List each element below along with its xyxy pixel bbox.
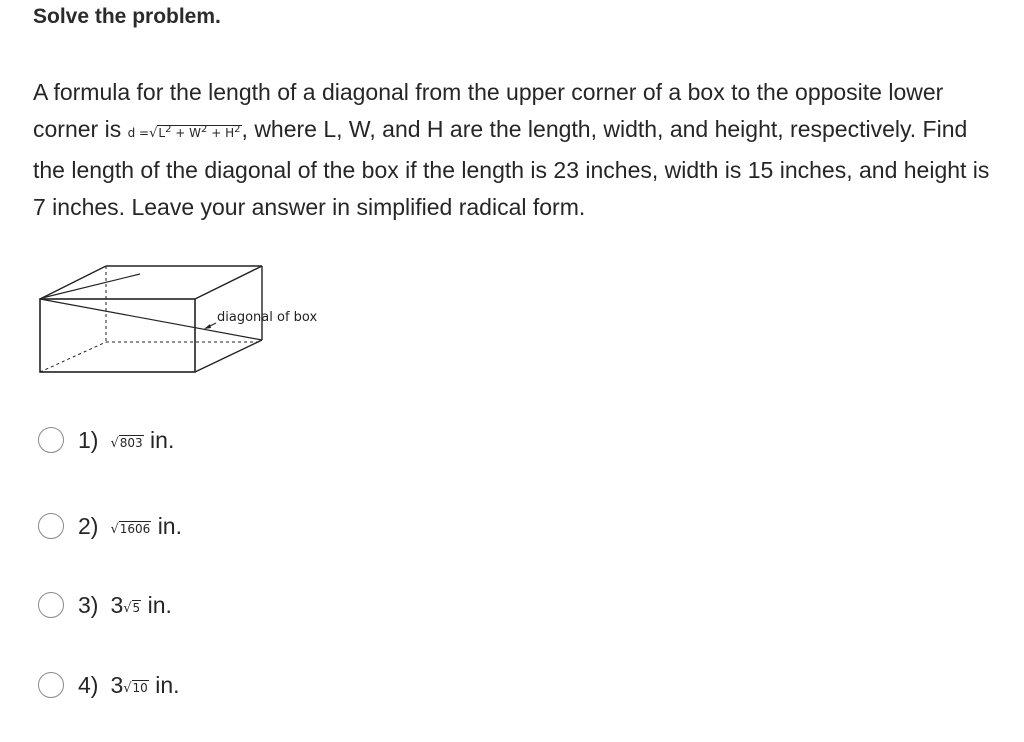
choice-4-radio[interactable]	[38, 672, 64, 698]
formula-H: H	[225, 126, 235, 140]
choice-4-radicand: 10	[132, 680, 148, 695]
box-edge-top-left	[40, 266, 106, 299]
choice-2-unit: in.	[157, 512, 182, 539]
formula-lhs: d =	[127, 126, 150, 140]
problem-text-part-1: A formula for the length of a diagonal from the upper corner of a box to the opposite lower corner is	[33, 79, 944, 142]
choice-3-coef: 3	[110, 591, 124, 618]
formula-W: W	[189, 126, 202, 140]
choice-1-radicand: 803	[119, 435, 143, 450]
choice-4-value	[110, 672, 179, 699]
formula-radical	[149, 111, 241, 152]
choice-1-value	[110, 427, 174, 454]
choice-1-unit: in.	[150, 426, 175, 453]
choice-1-radical	[110, 436, 143, 451]
formula-exp-1: 2	[165, 124, 172, 135]
problem-text	[33, 74, 1003, 226]
choice-3-value	[110, 592, 171, 619]
choice-1-number: 1)	[78, 426, 99, 453]
choice-2-number: 2)	[78, 512, 99, 539]
box-edge-hidden-depth	[40, 342, 106, 372]
formula-L: L	[158, 126, 166, 140]
choice-2[interactable]	[38, 508, 182, 544]
choice-3[interactable]	[38, 587, 172, 623]
choice-4-coef: 3	[110, 671, 124, 698]
choice-3-unit: in.	[147, 591, 172, 618]
choice-2-radicand: 1606	[119, 521, 151, 536]
box-edge-bottom-right	[195, 340, 262, 372]
formula-exp-3: 2	[234, 124, 241, 135]
choice-4-number: 4)	[78, 671, 99, 698]
choice-1-radio[interactable]	[38, 427, 64, 453]
diagonal-formula	[128, 126, 242, 140]
radical-sign-icon: √	[149, 126, 158, 141]
problem-text-part-2: , where L, W, and H are the length, width, and height, respectively. Find the length of the diagonal of the box if the length is 23 inches, width is 15 inches, and height is 7 inches. Leave your answer in simplified radical form.	[33, 116, 990, 220]
choice-3-radicand: 5	[132, 600, 141, 615]
choice-3-radical	[123, 601, 141, 616]
problem-heading: Solve the problem.	[33, 5, 221, 28]
choice-3-number: 3)	[78, 591, 99, 618]
radical-sign-icon: √	[110, 435, 119, 451]
choice-2-radio[interactable]	[38, 513, 64, 539]
choice-4-radical	[123, 681, 149, 696]
box-edge-top-right	[195, 266, 262, 299]
radical-sign-icon: √	[110, 521, 119, 537]
radical-sign-icon: √	[123, 600, 132, 616]
radical-sign-icon: √	[123, 680, 132, 696]
formula-radicand	[157, 125, 241, 140]
box-top-face-line	[42, 274, 140, 298]
formula-plus-1: +	[175, 126, 186, 140]
box-diagram	[30, 262, 350, 382]
formula-exp-2: 2	[201, 124, 208, 135]
choice-4-unit: in.	[155, 671, 180, 698]
choice-4[interactable]	[38, 667, 180, 703]
label-arrowhead-icon	[204, 324, 211, 329]
choice-1[interactable]	[38, 422, 174, 458]
choice-3-radio[interactable]	[38, 592, 64, 618]
choice-2-radical	[110, 522, 151, 537]
choice-2-value	[110, 513, 182, 540]
diagonal-label: diagonal of box	[217, 310, 318, 325]
formula-plus-2: +	[211, 126, 222, 140]
